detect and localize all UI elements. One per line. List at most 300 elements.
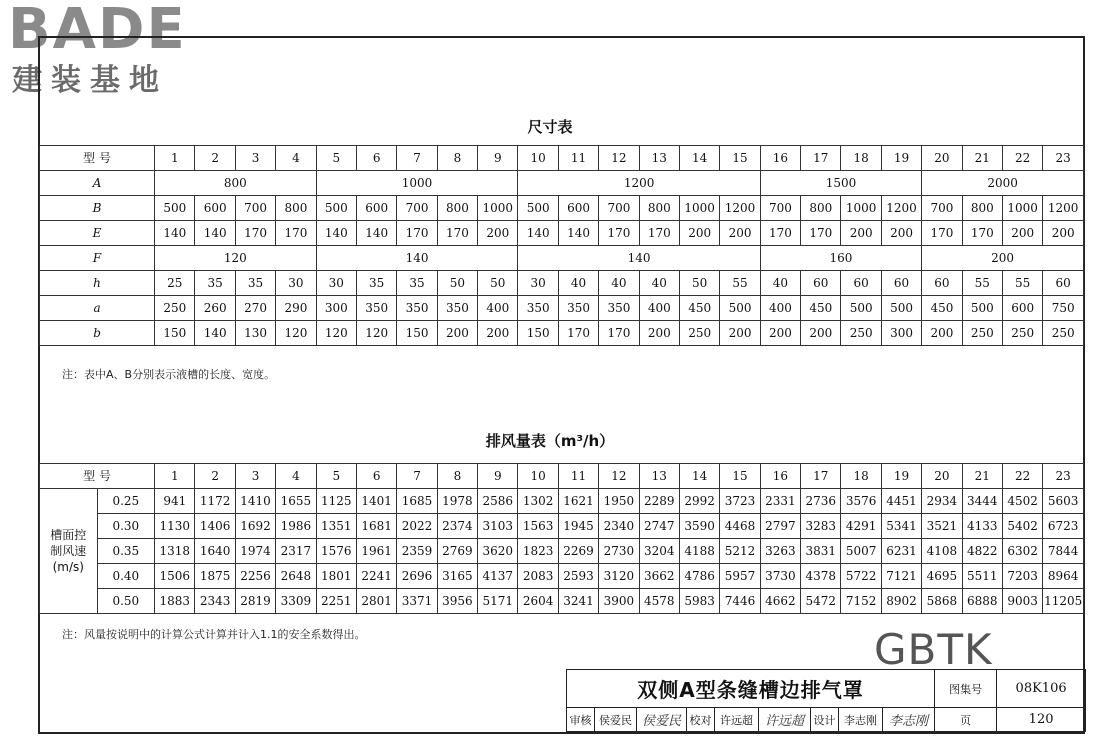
table-cell: 350 [437, 296, 477, 321]
table-cell: 300 [881, 321, 921, 346]
table-cell: 1200 [881, 196, 921, 221]
table-cell: 2747 [639, 514, 679, 539]
table-cell: 2289 [639, 489, 679, 514]
table-cell: 5472 [801, 589, 841, 614]
model-number: 20 [922, 146, 962, 171]
table-cell: 350 [599, 296, 639, 321]
model-number: 5 [316, 146, 356, 171]
table-cell: 6302 [1002, 539, 1042, 564]
table-row [40, 146, 1084, 171]
table-cell: 5603 [1043, 489, 1084, 514]
model-number: 6 [356, 146, 396, 171]
watermark-text: GBTK [874, 625, 993, 674]
table-cell: 1172 [195, 489, 235, 514]
table-cell: 2769 [437, 539, 477, 564]
table-cell: 5171 [478, 589, 518, 614]
table-cell: 2797 [760, 514, 800, 539]
table-cell: 200 [478, 321, 518, 346]
table-cell: 60 [922, 271, 962, 296]
review-label: 审核 [567, 708, 595, 732]
exhaust-note: 注：风量按说明中的计算公式计算并计入1.1的安全系数得出。 [62, 628, 366, 641]
table-cell: 120 [276, 321, 316, 346]
table-cell: 350 [397, 296, 437, 321]
table-cell: 1200 [1043, 196, 1084, 221]
table-cell: 1621 [558, 489, 598, 514]
table-cell: 1563 [518, 514, 558, 539]
table-cell: 50 [478, 271, 518, 296]
group-value: 160 [760, 246, 922, 271]
dimension-table [39, 145, 1084, 346]
designer-name: 李志刚 [839, 708, 883, 732]
table-cell: 55 [1002, 271, 1042, 296]
table-cell: 260 [195, 296, 235, 321]
table-cell: 500 [881, 296, 921, 321]
table-cell: 2343 [195, 589, 235, 614]
table-cell: 200 [760, 321, 800, 346]
table-cell: 5007 [841, 539, 881, 564]
table-cell: 800 [962, 196, 1002, 221]
table-cell: 200 [841, 221, 881, 246]
table-cell: 1351 [316, 514, 356, 539]
row-label-F: F [40, 246, 155, 271]
table-cell: 8964 [1043, 564, 1084, 589]
table-cell: 5212 [720, 539, 760, 564]
atlas-number: 08K106 [997, 670, 1086, 708]
table-cell: 2696 [397, 564, 437, 589]
table-cell: 11205 [1043, 589, 1084, 614]
table-cell: 600 [195, 196, 235, 221]
table-cell: 3241 [558, 589, 598, 614]
table-row [40, 271, 1084, 296]
table-cell: 450 [922, 296, 962, 321]
table-cell: 1685 [397, 489, 437, 514]
table-cell: 450 [679, 296, 719, 321]
table-cell: 4188 [679, 539, 719, 564]
table-cell: 700 [235, 196, 275, 221]
table-cell: 1401 [356, 489, 396, 514]
table-cell: 60 [801, 271, 841, 296]
table-cell: 55 [720, 271, 760, 296]
model-number: 8 [437, 464, 477, 489]
table-cell: 250 [155, 296, 195, 321]
model-number: 13 [639, 464, 679, 489]
table-cell: 1950 [599, 489, 639, 514]
table-cell: 250 [679, 321, 719, 346]
group-value: 140 [518, 246, 760, 271]
table-cell: 200 [679, 221, 719, 246]
table-cell: 1406 [195, 514, 235, 539]
table-cell: 7203 [1002, 564, 1042, 589]
table-cell: 4137 [478, 564, 518, 589]
table-cell: 1576 [316, 539, 356, 564]
table-cell: 1000 [1002, 196, 1042, 221]
logo-brand: BADE [8, 0, 187, 62]
table-cell: 3103 [478, 514, 518, 539]
model-number: 4 [276, 464, 316, 489]
table-cell: 140 [558, 221, 598, 246]
table-cell: 170 [639, 221, 679, 246]
row-label-h: h [40, 271, 155, 296]
group-value: 140 [316, 246, 518, 271]
table-cell: 2730 [599, 539, 639, 564]
table-cell: 170 [558, 321, 598, 346]
dimension-table-title: 尺寸表 [527, 118, 573, 136]
table-cell: 200 [801, 321, 841, 346]
table-cell: 600 [558, 196, 598, 221]
table-cell: 1961 [356, 539, 396, 564]
table-cell: 140 [316, 221, 356, 246]
group-value: 1000 [316, 171, 518, 196]
table-cell: 3283 [801, 514, 841, 539]
speed-value: 0.50 [97, 589, 155, 614]
table-cell: 4786 [679, 564, 719, 589]
table-cell: 2648 [276, 564, 316, 589]
model-number: 4 [276, 146, 316, 171]
table-cell: 4468 [720, 514, 760, 539]
table-cell: 7152 [841, 589, 881, 614]
table-cell: 300 [316, 296, 356, 321]
table-cell: 4451 [881, 489, 921, 514]
table-cell: 170 [235, 221, 275, 246]
model-number: 3 [235, 146, 275, 171]
table-cell: 9003 [1002, 589, 1042, 614]
table-cell: 40 [558, 271, 598, 296]
table-row [40, 171, 1084, 196]
table-cell: 50 [679, 271, 719, 296]
table-cell: 250 [1043, 321, 1084, 346]
table-cell: 6888 [962, 589, 1002, 614]
model-number: 7 [397, 464, 437, 489]
table-cell: 7121 [881, 564, 921, 589]
model-number: 8 [437, 146, 477, 171]
table-cell: 3662 [639, 564, 679, 589]
table-row [40, 539, 1084, 564]
model-header: 型 号 [40, 464, 155, 489]
table-row [40, 321, 1084, 346]
table-cell: 50 [437, 271, 477, 296]
table-cell: 200 [922, 321, 962, 346]
table-cell: 3831 [801, 539, 841, 564]
table-cell: 170 [801, 221, 841, 246]
table-cell: 200 [881, 221, 921, 246]
table-cell: 200 [720, 221, 760, 246]
table-cell: 200 [1043, 221, 1084, 246]
table-cell: 700 [760, 196, 800, 221]
table-cell: 1974 [235, 539, 275, 564]
table-row [40, 464, 1084, 489]
table-cell: 7844 [1043, 539, 1084, 564]
table-cell: 120 [316, 321, 356, 346]
table-cell: 170 [276, 221, 316, 246]
table-cell: 1655 [276, 489, 316, 514]
model-number: 12 [599, 464, 639, 489]
drawing-title: 双侧A型条缝槽边排气罩 [567, 670, 935, 708]
table-cell: 2801 [356, 589, 396, 614]
table-cell: 140 [518, 221, 558, 246]
table-row [40, 514, 1084, 539]
exhaust-table [39, 463, 1084, 614]
table-row [40, 246, 1084, 271]
table-cell: 40 [760, 271, 800, 296]
table-cell: 170 [397, 221, 437, 246]
reviewer-signature: 侯爱民 [637, 708, 687, 732]
row-label-b: b [40, 321, 155, 346]
logo-subtitle: 建装基地 [12, 63, 168, 98]
table-cell: 400 [639, 296, 679, 321]
table-cell: 4108 [922, 539, 962, 564]
table-cell: 800 [276, 196, 316, 221]
table-cell: 750 [1043, 296, 1084, 321]
model-number: 18 [841, 464, 881, 489]
table-cell: 150 [397, 321, 437, 346]
table-cell: 35 [356, 271, 396, 296]
table-cell: 5868 [922, 589, 962, 614]
table-cell: 1640 [195, 539, 235, 564]
table-cell: 4695 [922, 564, 962, 589]
table-cell: 800 [437, 196, 477, 221]
model-number: 7 [397, 146, 437, 171]
table-cell: 200 [478, 221, 518, 246]
table-cell: 3120 [599, 564, 639, 589]
table-cell: 700 [922, 196, 962, 221]
model-header: 型 号 [40, 146, 155, 171]
model-number: 10 [518, 146, 558, 171]
model-number: 9 [478, 464, 518, 489]
group-value: 120 [155, 246, 317, 271]
model-number: 2 [195, 146, 235, 171]
table-cell: 2331 [760, 489, 800, 514]
table-row [40, 196, 1084, 221]
table-cell: 35 [397, 271, 437, 296]
group-value: 2000 [922, 171, 1084, 196]
model-number: 1 [155, 464, 195, 489]
table-cell: 3590 [679, 514, 719, 539]
table-cell: 600 [356, 196, 396, 221]
table-cell: 500 [720, 296, 760, 321]
table-cell: 250 [1002, 321, 1042, 346]
table-cell: 2593 [558, 564, 598, 589]
table-cell: 1692 [235, 514, 275, 539]
table-cell: 350 [558, 296, 598, 321]
table-cell: 2586 [478, 489, 518, 514]
table-cell: 60 [1043, 271, 1084, 296]
table-cell: 1130 [155, 514, 195, 539]
table-cell: 4578 [639, 589, 679, 614]
model-number: 16 [760, 464, 800, 489]
table-row [40, 564, 1084, 589]
table-cell: 1506 [155, 564, 195, 589]
page-label: 页 [935, 708, 997, 732]
model-number: 6 [356, 464, 396, 489]
table-cell: 500 [962, 296, 1002, 321]
table-cell: 800 [801, 196, 841, 221]
model-number: 21 [962, 464, 1002, 489]
table-cell: 3620 [478, 539, 518, 564]
table-cell: 1000 [841, 196, 881, 221]
model-number: 9 [478, 146, 518, 171]
table-cell: 500 [155, 196, 195, 221]
group-value: 1500 [760, 171, 922, 196]
reviewer-name: 侯爱民 [595, 708, 637, 732]
model-number: 16 [760, 146, 800, 171]
table-cell: 120 [356, 321, 396, 346]
table-cell: 5957 [720, 564, 760, 589]
table-cell: 1823 [518, 539, 558, 564]
table-cell: 30 [518, 271, 558, 296]
table-cell: 5511 [962, 564, 1002, 589]
row-label-a: a [40, 296, 155, 321]
table-cell: 500 [518, 196, 558, 221]
control-speed-header: 槽面控制风速(m/s) [40, 489, 98, 614]
model-number: 19 [881, 146, 921, 171]
table-cell: 200 [720, 321, 760, 346]
model-number: 15 [720, 464, 760, 489]
group-value: 800 [155, 171, 317, 196]
model-number: 3 [235, 464, 275, 489]
table-cell: 35 [235, 271, 275, 296]
model-number: 15 [720, 146, 760, 171]
table-row [40, 296, 1084, 321]
table-cell: 500 [841, 296, 881, 321]
table-cell: 250 [962, 321, 1002, 346]
model-number: 5 [316, 464, 356, 489]
table-cell: 500 [316, 196, 356, 221]
table-cell: 3576 [841, 489, 881, 514]
table-cell: 60 [841, 271, 881, 296]
model-number: 23 [1043, 464, 1084, 489]
table-cell: 2256 [235, 564, 275, 589]
table-cell: 450 [801, 296, 841, 321]
model-number: 11 [558, 464, 598, 489]
speed-value: 0.30 [97, 514, 155, 539]
table-cell: 200 [437, 321, 477, 346]
row-label-B: B [40, 196, 155, 221]
model-number: 21 [962, 146, 1002, 171]
group-value: 1200 [518, 171, 760, 196]
table-cell: 140 [155, 221, 195, 246]
model-number: 18 [841, 146, 881, 171]
table-cell: 3165 [437, 564, 477, 589]
table-cell: 1125 [316, 489, 356, 514]
model-number: 2 [195, 464, 235, 489]
table-cell: 3723 [720, 489, 760, 514]
table-cell: 270 [235, 296, 275, 321]
table-cell: 600 [1002, 296, 1042, 321]
table-cell: 5402 [1002, 514, 1042, 539]
table-cell: 3900 [599, 589, 639, 614]
table-cell: 3521 [922, 514, 962, 539]
table-cell: 170 [922, 221, 962, 246]
table-cell: 1200 [720, 196, 760, 221]
table-cell: 170 [599, 321, 639, 346]
table-cell: 3309 [276, 589, 316, 614]
table-cell: 3444 [962, 489, 1002, 514]
table-cell: 170 [962, 221, 1002, 246]
model-number: 22 [1002, 146, 1042, 171]
table-cell: 1801 [316, 564, 356, 589]
table-cell: 800 [639, 196, 679, 221]
table-cell: 3371 [397, 589, 437, 614]
table-cell: 400 [760, 296, 800, 321]
table-cell: 1883 [155, 589, 195, 614]
table-cell: 130 [235, 321, 275, 346]
speed-value: 0.35 [97, 539, 155, 564]
model-number: 22 [1002, 464, 1042, 489]
table-cell: 2374 [437, 514, 477, 539]
check-label: 校对 [687, 708, 715, 732]
table-cell: 2340 [599, 514, 639, 539]
table-cell: 2251 [316, 589, 356, 614]
table-cell: 170 [599, 221, 639, 246]
table-cell: 2241 [356, 564, 396, 589]
model-number: 10 [518, 464, 558, 489]
title-block [566, 669, 1086, 732]
table-cell: 4502 [1002, 489, 1042, 514]
table-cell: 4662 [760, 589, 800, 614]
table-cell: 1410 [235, 489, 275, 514]
atlas-label: 图集号 [935, 670, 997, 708]
model-number: 1 [155, 146, 195, 171]
model-number: 19 [881, 464, 921, 489]
table-cell: 2083 [518, 564, 558, 589]
row-label-A: A [40, 171, 155, 196]
table-cell: 40 [639, 271, 679, 296]
table-cell: 1986 [276, 514, 316, 539]
table-cell: 1000 [478, 196, 518, 221]
table-cell: 35 [195, 271, 235, 296]
table-cell: 2992 [679, 489, 719, 514]
model-number: 17 [801, 146, 841, 171]
table-cell: 30 [316, 271, 356, 296]
table-cell: 2022 [397, 514, 437, 539]
table-cell: 700 [599, 196, 639, 221]
table-row [40, 489, 1084, 514]
model-number: 20 [922, 464, 962, 489]
speed-value: 0.25 [97, 489, 155, 514]
table-row [40, 589, 1084, 614]
exhaust-table-title: 排风量表（m³/h） [485, 432, 615, 450]
table-cell: 2269 [558, 539, 598, 564]
page-number: 120 [997, 708, 1086, 732]
group-value: 200 [922, 246, 1084, 271]
table-cell: 1978 [437, 489, 477, 514]
table-cell: 60 [881, 271, 921, 296]
table-cell: 2604 [518, 589, 558, 614]
table-cell: 250 [841, 321, 881, 346]
table-cell: 1318 [155, 539, 195, 564]
model-number: 17 [801, 464, 841, 489]
table-cell: 55 [962, 271, 1002, 296]
table-cell: 1945 [558, 514, 598, 539]
table-cell: 30 [276, 271, 316, 296]
model-number: 13 [639, 146, 679, 171]
table-cell: 400 [478, 296, 518, 321]
table-cell: 3730 [760, 564, 800, 589]
row-label-E: E [40, 221, 155, 246]
checker-name: 许远超 [715, 708, 759, 732]
table-cell: 170 [437, 221, 477, 246]
table-cell: 4822 [962, 539, 1002, 564]
model-number: 23 [1043, 146, 1084, 171]
table-cell: 1000 [679, 196, 719, 221]
table-row [40, 221, 1084, 246]
table-cell: 8902 [881, 589, 921, 614]
table-cell: 5722 [841, 564, 881, 589]
table-cell: 140 [356, 221, 396, 246]
table-cell: 350 [356, 296, 396, 321]
table-cell: 290 [276, 296, 316, 321]
table-cell: 1302 [518, 489, 558, 514]
